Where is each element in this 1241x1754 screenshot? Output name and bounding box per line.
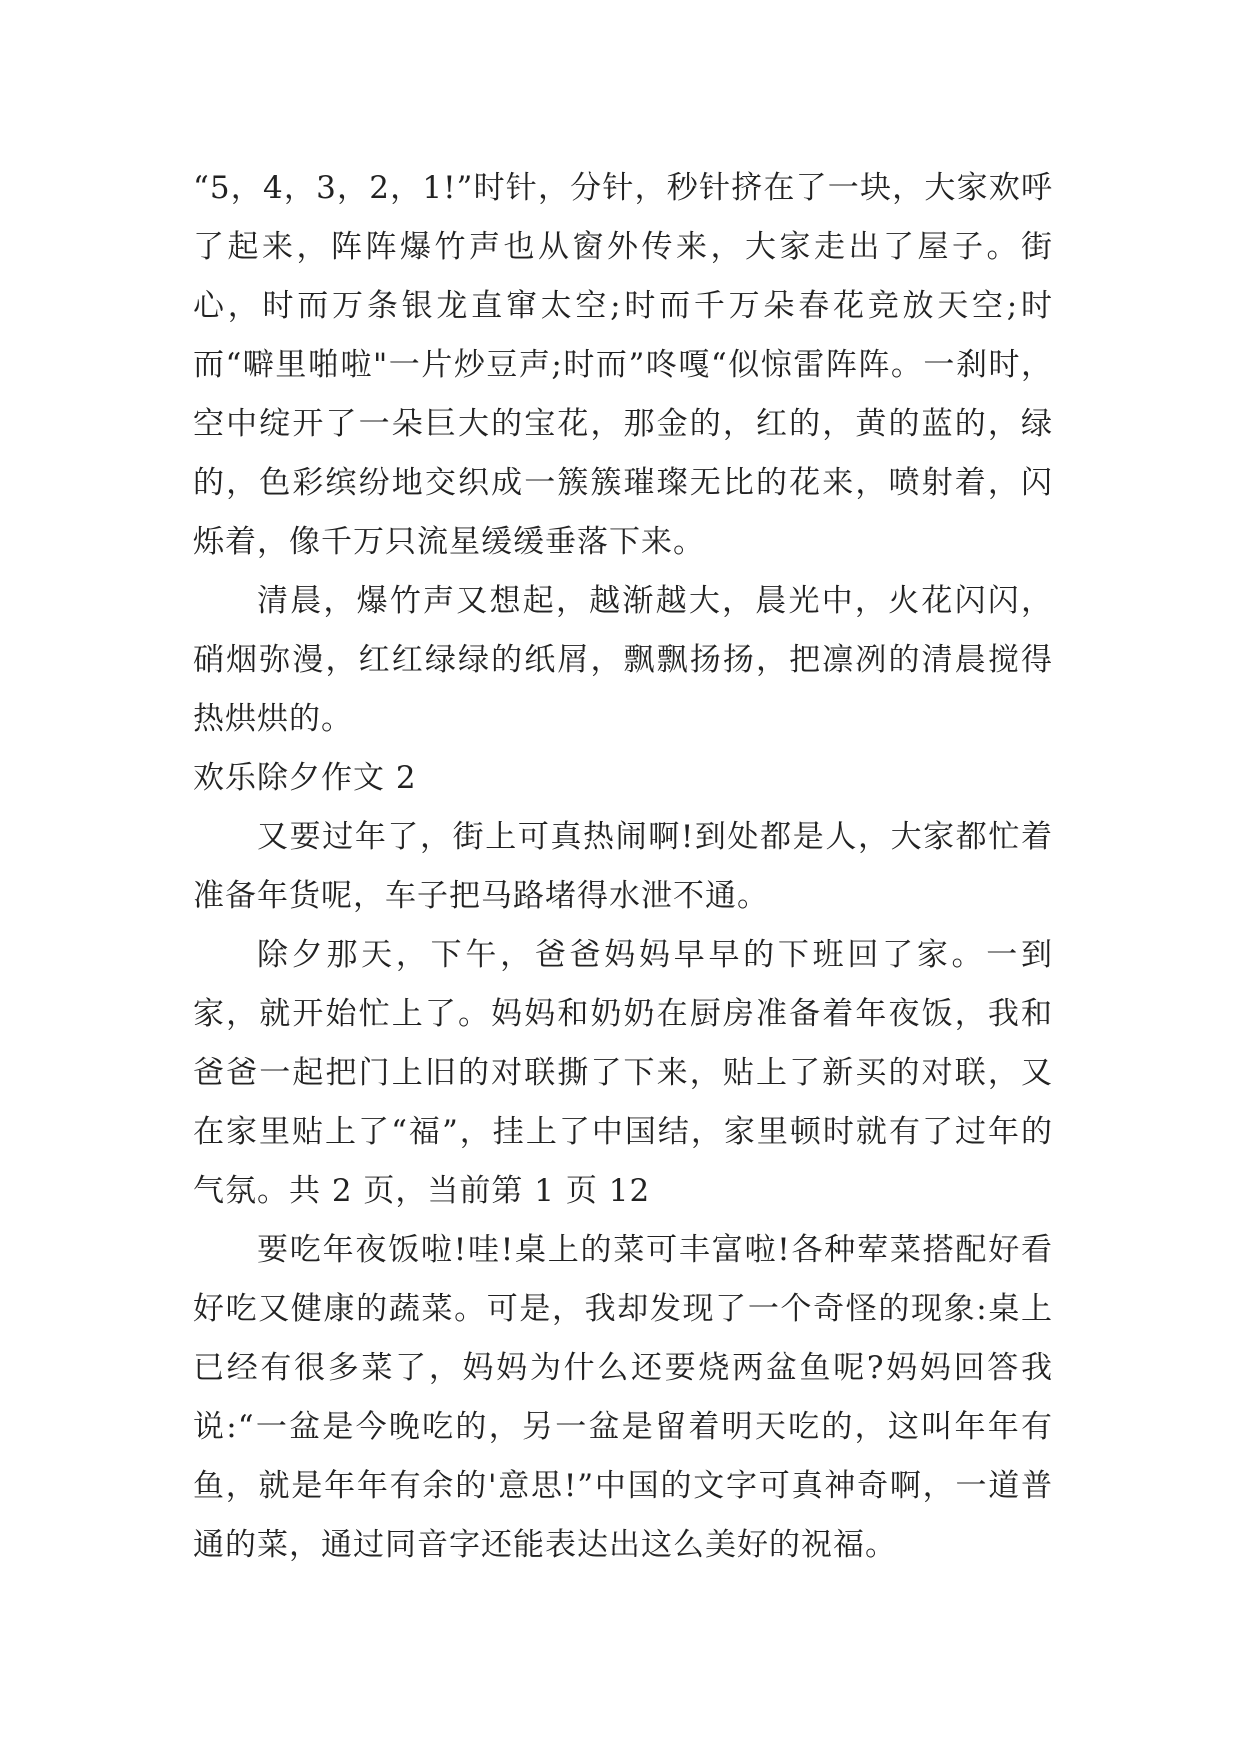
paragraph-dinner: 要吃年夜饭啦!哇!桌上的菜可丰富啦!各种荤菜搭配好看好吃又健康的蔬菜。可是，我却发现了一个奇怪的现象:桌上已经有很多菜了，妈妈为什么还要烧两盆鱼呢?妈妈回答我说:“一盆是今晚吃的，另一盆是留着明天吃的，这叫年年有鱼，就是年年有余的'意思!”中国的文字可真神奇啊，一道普通的菜，通过同音字还能表达出这么美好的祝福。 <box>193 1232 1053 1563</box>
paragraph-new-year-street: 又要过年了，街上可真热闹啊!到处都是人，大家都忙着准备年货呢，车子把马路堵得水泄不通。 <box>193 819 1053 914</box>
paragraph-new-years-eve: 除夕那天，下午，爸爸妈妈早早的下班回了家。一到家，就开始忙上了。妈妈和奶奶在厨房准备着年夜饭，我和爸爸一起把门上旧的对联撕了下来，贴上了新买的对联，又在家里贴上了“福”，挂上了中国结，家里顿时就有了过年的气氛。共 2 页，当前第 1 页 12 <box>193 937 1053 1209</box>
paragraph-fireworks: “5，4，3，2，1!”时针，分针，秒针挤在了一块，大家欢呼了起来，阵阵爆竹声也从窗外传来，大家走出了屋子。街心，时而万条银龙直窜太空;时而千万朵春花竞放天空;时而“噼里啪啦"一片炒豆声;时而”咚嘎“似惊雷阵阵。一刹时，空中绽开了一朵巨大的宝花，那金的，红的，黄的蓝的，绿的，色彩缤纷地交织成一簇簇璀璨无比的花来，喷射着，闪烁着，像千万只流星缓缓垂落下来。 <box>193 170 1053 560</box>
paragraph-morning: 清晨，爆竹声又想起，越渐越大，晨光中，火花闪闪，硝烟弥漫，红红绿绿的纸屑，飘飘扬扬，把凛冽的清晨搅得热烘烘的。 <box>193 583 1053 737</box>
document-body <box>193 159 1053 1575</box>
essay-heading: 欢乐除夕作文 2 <box>193 760 417 796</box>
